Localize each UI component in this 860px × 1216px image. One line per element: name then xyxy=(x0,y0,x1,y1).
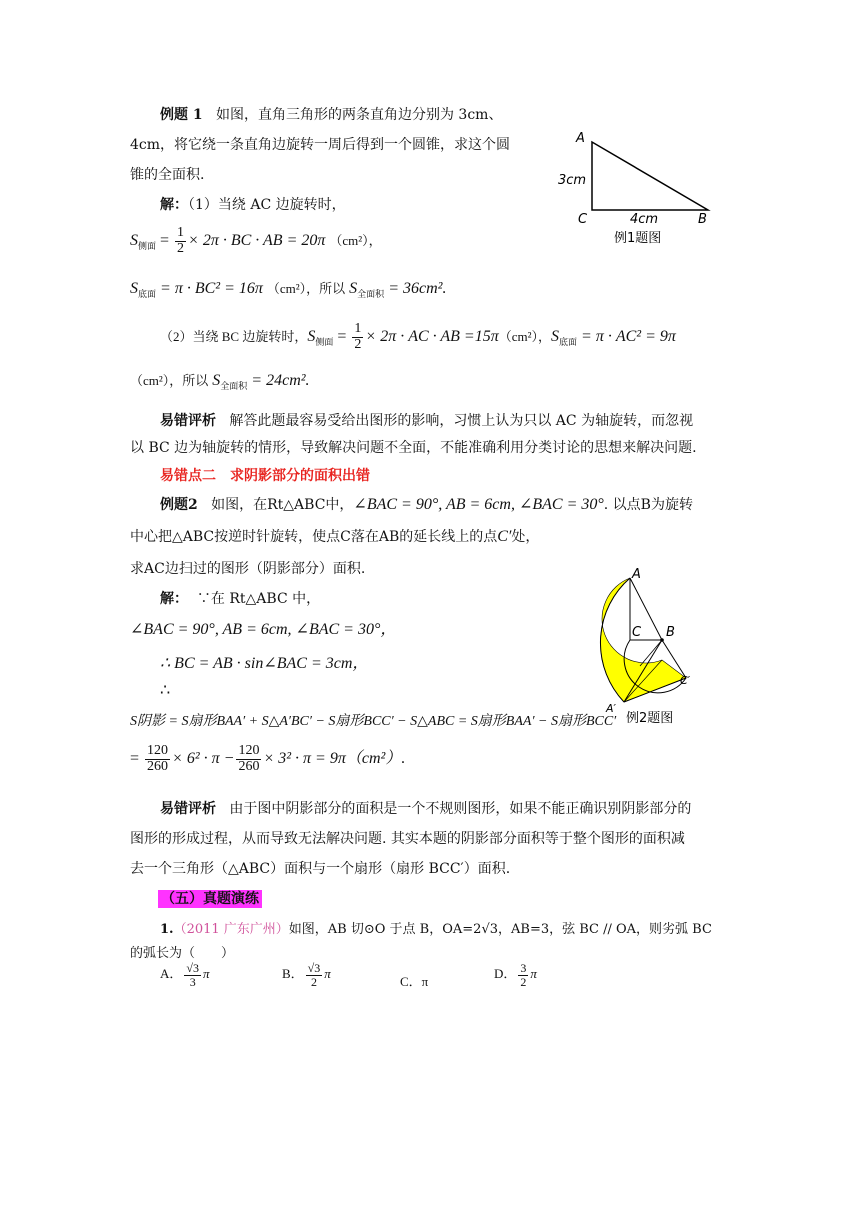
q1-optD-d: 2 xyxy=(520,974,527,989)
fig1-label-A: A xyxy=(576,131,585,146)
ex1-line2: 4cm，将它绕一条直角边旋转一周后得到一个圆锥，求这个圆 xyxy=(130,137,511,153)
ex1-f2-S: S xyxy=(130,280,138,297)
q1-option-c: C．π xyxy=(400,974,429,989)
figure1-triangle xyxy=(550,120,730,255)
ex1-f2-total-sub: 全面积 xyxy=(357,289,385,300)
fig2-label-Aprime: A′ xyxy=(606,702,617,715)
ex2-frac2 xyxy=(236,744,261,774)
q1-optB-frac xyxy=(306,962,323,988)
ex2-l6-mid: × 6² · π − xyxy=(172,749,235,767)
figure2-rotation xyxy=(580,566,710,726)
ex1-formula2: $S_{底面} = \pi \cdot BC^2 = 16\pi$ （cm²），所以 $S_{全面积} = 36cm^2$. xyxy=(130,280,447,300)
fig2-label-A: A xyxy=(632,567,641,582)
ex2-line1 xyxy=(160,494,693,514)
ex2-line1b: ∠BAC = 90°, AB = 6cm, ∠BAC = 30° xyxy=(353,496,604,513)
q1-line2: 的弧长为（ ） xyxy=(130,946,235,961)
ex2-error-line2: 图形的形成过程，从而导致无法解决问题. 其实本题的阴影部分面积等于整个图形的面积减 xyxy=(130,831,685,847)
ex2-frac1 xyxy=(145,744,170,774)
q1-optD-pi: π xyxy=(530,966,537,982)
fig1-label-side: 3cm xyxy=(558,173,587,188)
ex1-f2-unit: （cm²），所以 xyxy=(266,281,346,296)
ex1-error-line1 xyxy=(160,410,693,430)
ex2-sol-line2: ∠BAC = 90°, AB = 6cm, ∠BAC = 30°， xyxy=(130,621,397,638)
ex1-case2-unitline: （cm²），所以 xyxy=(130,373,209,388)
ex2-sol-line6 xyxy=(130,744,405,774)
fig1-label-base: 4cm xyxy=(630,212,659,227)
ex2-sol-line4: ∴ xyxy=(160,682,171,699)
ex1-line1 xyxy=(160,104,502,124)
ex1-label: 例题 1 xyxy=(160,107,203,123)
ex2-sol-line1 xyxy=(160,588,320,608)
q1-optA-frac xyxy=(184,962,201,988)
ex2-sol-l1: ∵在 Rt△ABC 中， xyxy=(196,591,321,607)
ex2-frac2-n: 120 xyxy=(238,743,260,758)
ex1-text1: 如图，直角三角形的两条直角边分别为 3cm、 xyxy=(215,107,503,123)
q1-optD-frac xyxy=(518,962,528,988)
ex1-f2-total: = 36cm². xyxy=(388,280,447,297)
q1-optB-d: 2 xyxy=(310,974,317,989)
ex2-error-line1 xyxy=(160,798,691,818)
ex2-err-text1: 由于图中阴影部分的面积是一个不规则图形，如果不能正确识别阴影部分的 xyxy=(229,801,692,817)
q1-line1 xyxy=(160,918,712,937)
ex1-f1-unit: （cm²）， xyxy=(329,232,382,248)
ex2-line3: 求AC边扫过的图形（阴影部分）面积. xyxy=(130,561,366,577)
q1-text: 如图，AB 切⊙O 于点 B，OA=2√3，AB=3，弦 BC // OA，则劣弧 BC xyxy=(288,922,712,937)
ex2-line2-cprime: C′ xyxy=(497,528,512,545)
ex1-case1: （1）当绕 AC 边旋转时， xyxy=(188,197,346,213)
ex1-line3: 锥的全面积. xyxy=(130,167,205,183)
ex1-f1-sub: 侧面 xyxy=(138,241,157,252)
ex2-l6-end: × 3² · π = 9π（cm²）. xyxy=(263,749,406,767)
q1-optD-n: 3 xyxy=(520,961,527,975)
fig1-caption: 例1题图 xyxy=(614,231,662,246)
ex1-solution-line xyxy=(160,194,346,214)
ex2-sol-line3: ∴ BC = AB · sin∠BAC = 3cm， xyxy=(160,655,369,672)
ex2-sol-label: 解： xyxy=(160,591,188,607)
ex1-f1-expr: × 2π · BC · AB = 20π xyxy=(188,231,326,249)
q1-num: 1. xyxy=(160,922,174,937)
ex1-f1-S: S xyxy=(130,231,138,249)
ex2-line2-end: 处， xyxy=(511,529,540,545)
ex2-sol-line5: S阴影 = S扇形BAA′ + S△A′BC′ − S扇形BCC′ − S△ABC = S扇形BAA′ − S扇形BCC′ xyxy=(130,714,617,729)
ex1-case2-frac: $\frac{1}{2}$ xyxy=(354,321,362,352)
q1-option-a xyxy=(160,962,210,988)
fig1-label-B: B xyxy=(698,212,707,227)
section5-title xyxy=(158,888,262,908)
q1-optB-n: √3 xyxy=(307,961,321,975)
ex2-label: 例题2 xyxy=(160,497,198,513)
fig2-label-Cprime: C′ xyxy=(680,674,691,687)
ex1-err-label: 易错评析 xyxy=(160,413,216,429)
ex2-error-line3: 去一个三角形（△ABC）面积与一个扇形（扇形 BCC′）面积. xyxy=(130,861,511,877)
ex1-f2-sub: 底面 xyxy=(138,289,157,300)
ex2-line1c: . 以点B为旋转 xyxy=(603,497,693,513)
ex1-case2-line: （2）当绕 BC 边旋转时，$S_{侧面}$ = $\frac{1}{2}$ × 2π · AC · AB =15π（cm²），$S_{底面} = \pi \cdot AC^2 = 9\pi$ xyxy=(160,321,676,352)
q1-optD-label: D． xyxy=(494,966,517,982)
q1-optA-d: 3 xyxy=(189,974,196,989)
ex1-case2-side-unit: （cm²）， xyxy=(498,328,551,344)
ex2-err-label: 易错评析 xyxy=(160,801,216,817)
ex1-case2-total: = 24cm². xyxy=(251,372,310,389)
ex1-formula1: $S_{侧面}$ = $\frac{1}{2}$ × 2π · BC · AB = 20π （cm²）， xyxy=(130,225,382,256)
q1-source: （2011 广东广州） xyxy=(173,922,289,937)
ex1-case2-side: × 2π · AC · AB =15π xyxy=(365,327,499,345)
ex1-case2-total-line: （cm²），所以 $S_{全面积} = 24cm^2$. xyxy=(130,372,310,392)
fig2-label-B: B xyxy=(666,625,675,640)
q1-optA-pi: π xyxy=(202,966,210,982)
ex1-case2-base: = π · AC² = 9π xyxy=(581,327,676,345)
q1-optB-label: B． xyxy=(282,966,304,982)
q1-optA-label: A． xyxy=(160,966,183,982)
section5-title-text: （五）真题演练 xyxy=(158,890,262,908)
ex1-f1-frac: $\frac{1}{2}$ xyxy=(177,225,185,256)
fig1-label-C: C xyxy=(578,212,588,227)
ex1-sol-label: 解： xyxy=(160,197,188,213)
fig2-point-B xyxy=(660,638,664,642)
ex2-frac2-d: 260 xyxy=(238,758,260,774)
ex2-frac1-d: 260 xyxy=(147,758,169,774)
q1-option-b xyxy=(282,962,331,988)
fig1-triangle-shape xyxy=(592,142,708,210)
q1-option-d xyxy=(494,962,537,988)
q1-optA-n: √3 xyxy=(186,961,199,975)
ex1-f2-expr: = π · BC² = 16π xyxy=(160,280,263,297)
ex2-line2-text: 中心把△ABC按逆时针旋转，使点C落在AB的延长线上的点 xyxy=(130,529,498,545)
fig2-caption: 例2题图 xyxy=(626,711,674,726)
ex1-case2-prefix: （2）当绕 BC 边旋转时， xyxy=(160,328,308,344)
ex2-l6-eq: = xyxy=(130,749,144,767)
ex1-err-text1: 解答此题最容易受给出图形的影响，习惯上认为只以 AC 为轴旋转，而忽视 xyxy=(229,413,694,429)
ex1-error-line2: 以 BC 边为轴旋转的情形，导致解决问题不全面，不能准确利用分类讨论的思想来解决问题. xyxy=(130,440,697,456)
section2-title: 易错点二 求阴影部分的面积出错 xyxy=(160,468,370,484)
ex2-line2 xyxy=(130,526,539,546)
ex2-frac1-n: 120 xyxy=(147,743,169,758)
ex2-line1a: 如图，在Rt△ABC中， xyxy=(211,497,354,513)
fig2-label-C: C xyxy=(632,625,642,640)
q1-optB-pi: π xyxy=(324,966,331,982)
